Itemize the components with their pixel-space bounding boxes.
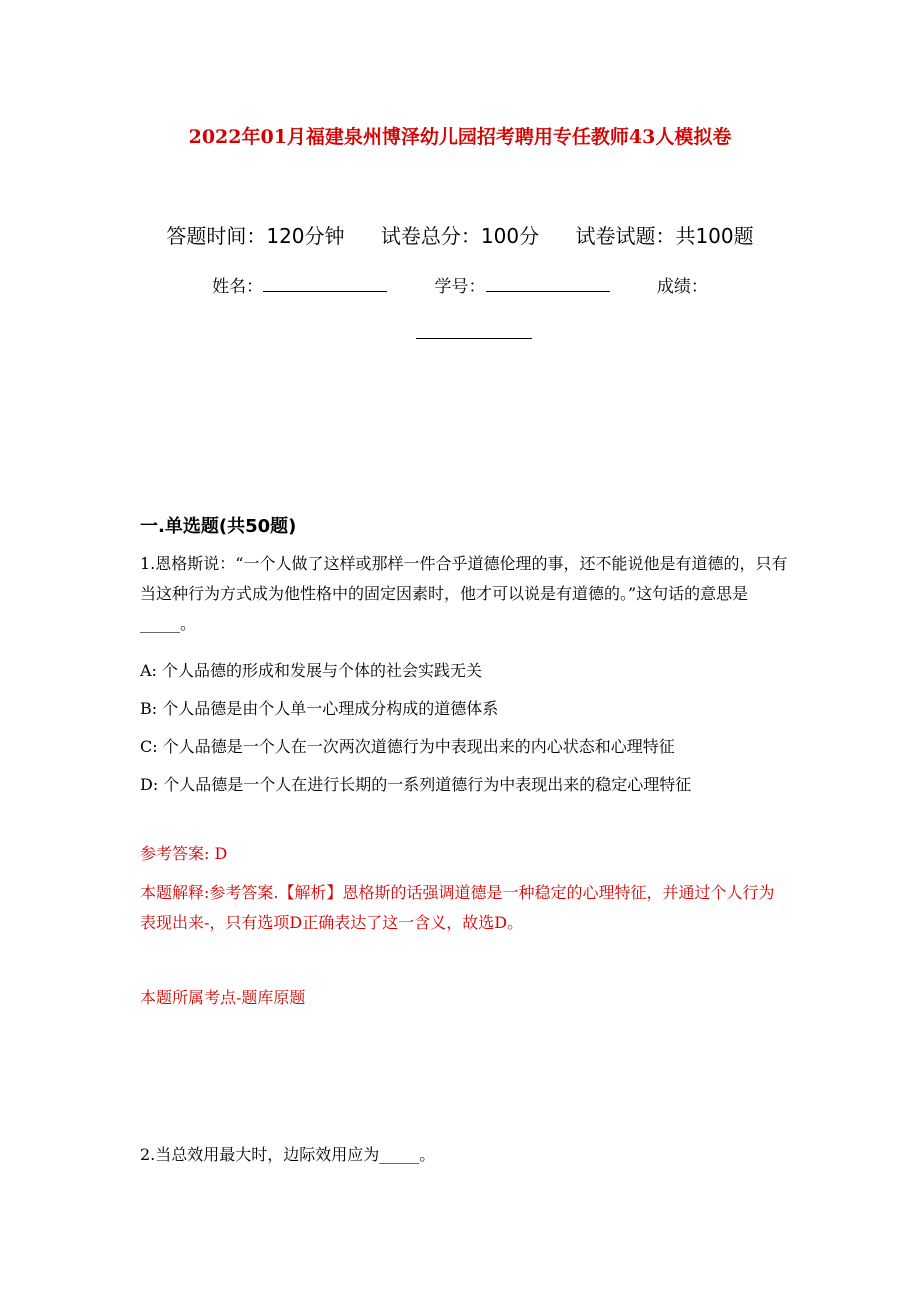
- score-blank[interactable]: [416, 338, 532, 339]
- name-label: 姓名：: [212, 277, 264, 297]
- question-1-stem: 1.恩格斯说：“一个人做了这样或那样一件合乎道德伦理的事，还不能说他是有道德的，只有当这种行为方式成为他性格中的固定因素时，他才可以说是有道德的。”这句话的意思是_____。: [140, 554, 788, 633]
- score-field: [657, 272, 708, 297]
- question-1-option-d: D: 个人品德是一个人在进行长期的一系列道德行为中表现出来的稳定心理特征: [140, 775, 692, 794]
- question-1-option-a: A: 个人品德的形成和发展与个体的社会实践无关: [140, 661, 483, 680]
- name-blank[interactable]: [263, 275, 387, 292]
- question-1-option-c: C: 个人品德是一个人在一次两次道德行为中表现出来的内心状态和心理特征: [140, 737, 675, 756]
- question-1-point: 本题所属考点-题库原题: [140, 988, 306, 1007]
- question-1-answer: 参考答案: D: [140, 844, 228, 863]
- exam-title: 2022年01月福建泉州博泽幼儿园招考聘用专任教师43人模拟卷: [188, 126, 732, 148]
- exam-meta: [0, 220, 920, 249]
- exam-total-score: 试卷总分：100分: [380, 224, 540, 248]
- id-field: [435, 272, 610, 297]
- question-1-explanation: 本题解释:参考答案.【解析】恩格斯的话强调道德是一种稳定的心理特征，并通过个人行为表现出来-，只有选项D正确表达了这一含义，故选D。: [140, 883, 775, 932]
- section-title: 一.单选题(共50题): [140, 516, 297, 537]
- exam-time: 答题时间：120分钟: [166, 224, 345, 248]
- id-blank[interactable]: [486, 275, 610, 292]
- name-field: [212, 272, 387, 297]
- question-2-stem: 2.当总效用最大时，边际效用应为_____。: [140, 1145, 436, 1164]
- question-1-option-b: B: 个人品德是由个人单一心理成分构成的道德体系: [140, 699, 499, 718]
- score-label: 成绩：: [656, 277, 708, 297]
- exam-question-count: 试卷试题：共100题: [575, 224, 754, 248]
- student-fields: [0, 272, 920, 297]
- id-label: 学号：: [434, 277, 486, 297]
